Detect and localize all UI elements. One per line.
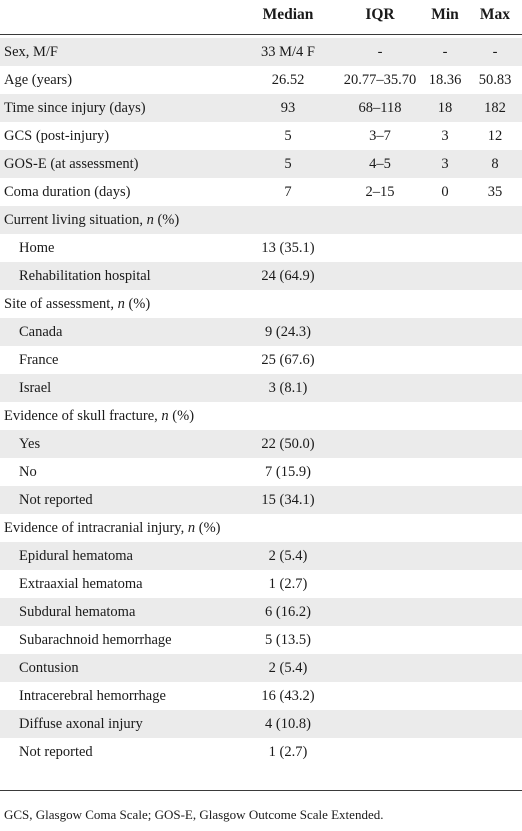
cell-max [470,318,520,346]
cell-iqr [325,346,435,374]
table-header [0,0,522,30]
cell-max [470,458,520,486]
cell-median: 13 (35.1) [261,240,315,256]
table-row [0,374,522,402]
row-label-text: Contusion [19,660,79,676]
row-label [4,206,179,234]
cell-iqr: 20.77–35.70 [343,72,417,88]
cell-iqr: 68–118 [358,100,402,116]
cell-min [420,290,470,318]
cell-median: 26.52 [271,72,305,88]
row-label [19,542,133,570]
table-footnote: GCS, Glasgow Coma Scale; GOS-E, Glasgow Outcome Scale Extended. [4,807,384,822]
row-label-italic: n [161,408,169,424]
cell-min [420,486,470,514]
row-label-suffix: (%) [153,212,180,228]
row-label [4,66,72,94]
cell-min [420,598,470,626]
cell-median: 15 (34.1) [261,492,315,508]
row-label-text: Coma duration (days) [4,184,131,200]
table-row [0,626,522,654]
row-label-text: Subarachnoid hemorrhage [19,632,172,648]
cell-median [238,402,338,430]
row-label-suffix: (%) [168,408,195,424]
row-label-text: Diffuse axonal injury [19,716,143,732]
row-label-text: Yes [19,436,41,452]
table-row [0,178,522,206]
row-label [4,514,220,542]
row-label [19,374,51,402]
row-label [19,318,62,346]
row-label-text: Not reported [19,492,93,508]
cell-iqr [325,654,435,682]
header-rule [0,34,522,35]
header-iqr: IQR [365,6,395,23]
row-label-suffix: (%) [195,520,221,536]
cell-min [420,374,470,402]
row-label-text: Site of assessment, [4,296,118,312]
cell-iqr: 2–15 [365,184,395,200]
row-label-text: Epidural hematoma [19,548,133,564]
cell-iqr [325,374,435,402]
cell-median [238,206,338,234]
cell-median: 3 (8.1) [268,380,308,396]
cell-max [470,682,520,710]
table-row [0,486,522,514]
cell-median: 16 (43.2) [261,688,315,704]
cell-min [420,430,470,458]
cell-median: 25 (67.6) [261,352,315,368]
cell-min [420,682,470,710]
table-row [0,458,522,486]
cell-iqr [325,402,435,430]
cell-median: 24 (64.9) [261,268,315,284]
row-label-italic: n [117,296,125,312]
cell-min: 18 [437,100,453,116]
cell-median: 7 [284,184,292,200]
cell-median: 1 (2.7) [268,576,308,592]
table-row [0,262,522,290]
cell-max [470,234,520,262]
cell-min [420,654,470,682]
cell-iqr [325,262,435,290]
row-label [19,710,143,738]
cell-max [470,654,520,682]
cell-median: 2 (5.4) [268,548,308,564]
row-label [19,346,58,374]
cell-iqr [325,626,435,654]
cell-max [470,346,520,374]
cell-iqr [325,486,435,514]
row-label [19,262,151,290]
cell-min [420,626,470,654]
table-row [0,514,522,542]
cell-max [470,374,520,402]
table-row [0,570,522,598]
cell-min [420,710,470,738]
cell-iqr [325,514,435,542]
cell-median: 1 (2.7) [268,744,308,760]
cell-median: 2 (5.4) [268,660,308,676]
row-label [4,150,139,178]
cell-iqr [325,710,435,738]
cell-max [470,626,520,654]
cell-iqr [325,598,435,626]
cell-min [420,514,470,542]
cell-max [470,206,520,234]
table-row [0,122,522,150]
cell-median: 5 [284,128,292,144]
cell-median: 22 (50.0) [261,436,315,452]
cell-min [420,206,470,234]
cell-iqr [325,206,435,234]
cell-max [470,570,520,598]
row-label [19,570,143,598]
table-row [0,94,522,122]
cell-min [420,234,470,262]
row-label-text: GOS-E (at assessment) [4,156,139,172]
row-label-text: GCS (post-injury) [4,128,110,144]
cell-max [470,542,520,570]
cell-iqr [325,430,435,458]
row-label-text: Intracerebral hemorrhage [19,688,166,704]
row-label-text: Rehabilitation hospital [19,268,151,284]
cell-median: 5 (13.5) [265,632,311,648]
cell-max [470,262,520,290]
cell-min [420,262,470,290]
row-label [4,38,58,66]
table-row [0,598,522,626]
cell-max: - [492,44,498,60]
header-median: Median [262,6,314,23]
cell-iqr [325,738,435,766]
cell-max: 182 [484,100,506,116]
cell-iqr [325,542,435,570]
cell-iqr [325,234,435,262]
table-row [0,66,522,94]
row-label-text: Israel [19,380,52,396]
cell-max [470,486,520,514]
cell-iqr: - [377,44,383,60]
cell-min [420,318,470,346]
table-row [0,150,522,178]
row-label-text: Extraaxial hematoma [19,576,143,592]
cell-median: 9 (24.3) [265,324,311,340]
row-label-italic: n [187,520,196,536]
row-label [4,122,109,150]
table-row [0,234,522,262]
table-row [0,710,522,738]
cell-iqr [325,570,435,598]
cell-max [470,710,520,738]
row-label [19,738,93,766]
cell-min: 0 [441,184,449,200]
row-label-text: Current living situation, [4,212,147,228]
cell-max: 50.83 [478,72,512,88]
row-label-text: Subdural hematoma [19,604,136,620]
cell-max [470,290,520,318]
row-label [4,290,150,318]
row-label [19,234,54,262]
row-label-suffix: (%) [124,296,151,312]
cell-max: 8 [491,156,499,172]
row-label-text: Evidence of skull fracture, [4,408,162,424]
header-min: Min [431,6,459,23]
table-row [0,682,522,710]
cell-min [420,402,470,430]
row-label-text: Age (years) [4,72,73,88]
cell-median: 7 (15.9) [265,464,311,480]
cell-min: 3 [441,128,449,144]
row-label [19,486,93,514]
cell-median: 33 M/4 F [261,44,315,60]
row-label-text: Time since injury (days) [4,100,146,116]
table-row [0,738,522,766]
cell-median [238,290,338,318]
row-label [19,654,79,682]
cell-max [470,598,520,626]
cell-max [470,738,520,766]
row-label-text: Home [19,240,55,256]
cell-max: 12 [487,128,503,144]
cell-iqr [325,682,435,710]
table-row [0,430,522,458]
row-label [19,682,166,710]
cell-max [470,402,520,430]
cell-min [420,570,470,598]
cell-median: 4 (10.8) [265,716,311,732]
cell-max [470,514,520,542]
cell-iqr: 4–5 [369,156,391,172]
table-row [0,542,522,570]
row-label [19,430,40,458]
cell-min [420,542,470,570]
row-label-text: No [19,464,37,480]
row-label [4,178,130,206]
row-label-text: Not reported [19,744,93,760]
cell-min: 18.36 [428,72,462,88]
table-row [0,654,522,682]
table-row [0,206,522,234]
cell-median: 93 [280,100,296,116]
row-label [19,626,172,654]
row-label [19,598,135,626]
cell-iqr [325,458,435,486]
row-label-text: Evidence of intracranial injury, [4,520,188,536]
row-label [4,94,146,122]
row-label [19,458,37,486]
table-row [0,318,522,346]
cell-min [420,458,470,486]
header-max: Max [479,6,511,23]
table-row [0,402,522,430]
cell-median: 6 (16.2) [265,604,311,620]
table-row [0,38,522,66]
cell-max [470,430,520,458]
bottom-rule [0,790,522,791]
cell-iqr: 3–7 [369,128,391,144]
cell-median [238,514,338,542]
cell-iqr [325,318,435,346]
cell-min: 3 [441,156,449,172]
cell-max: 35 [487,184,503,200]
row-label [4,402,194,430]
row-label-text: France [19,352,59,368]
cell-iqr [325,290,435,318]
table-row [0,290,522,318]
row-label-italic: n [146,212,154,228]
cell-min [420,738,470,766]
table-row [0,346,522,374]
cell-min [420,346,470,374]
row-label-text: Canada [19,324,63,340]
cell-min: - [442,44,448,60]
row-label-text: Sex, M/F [4,44,58,60]
cell-median: 5 [284,156,292,172]
